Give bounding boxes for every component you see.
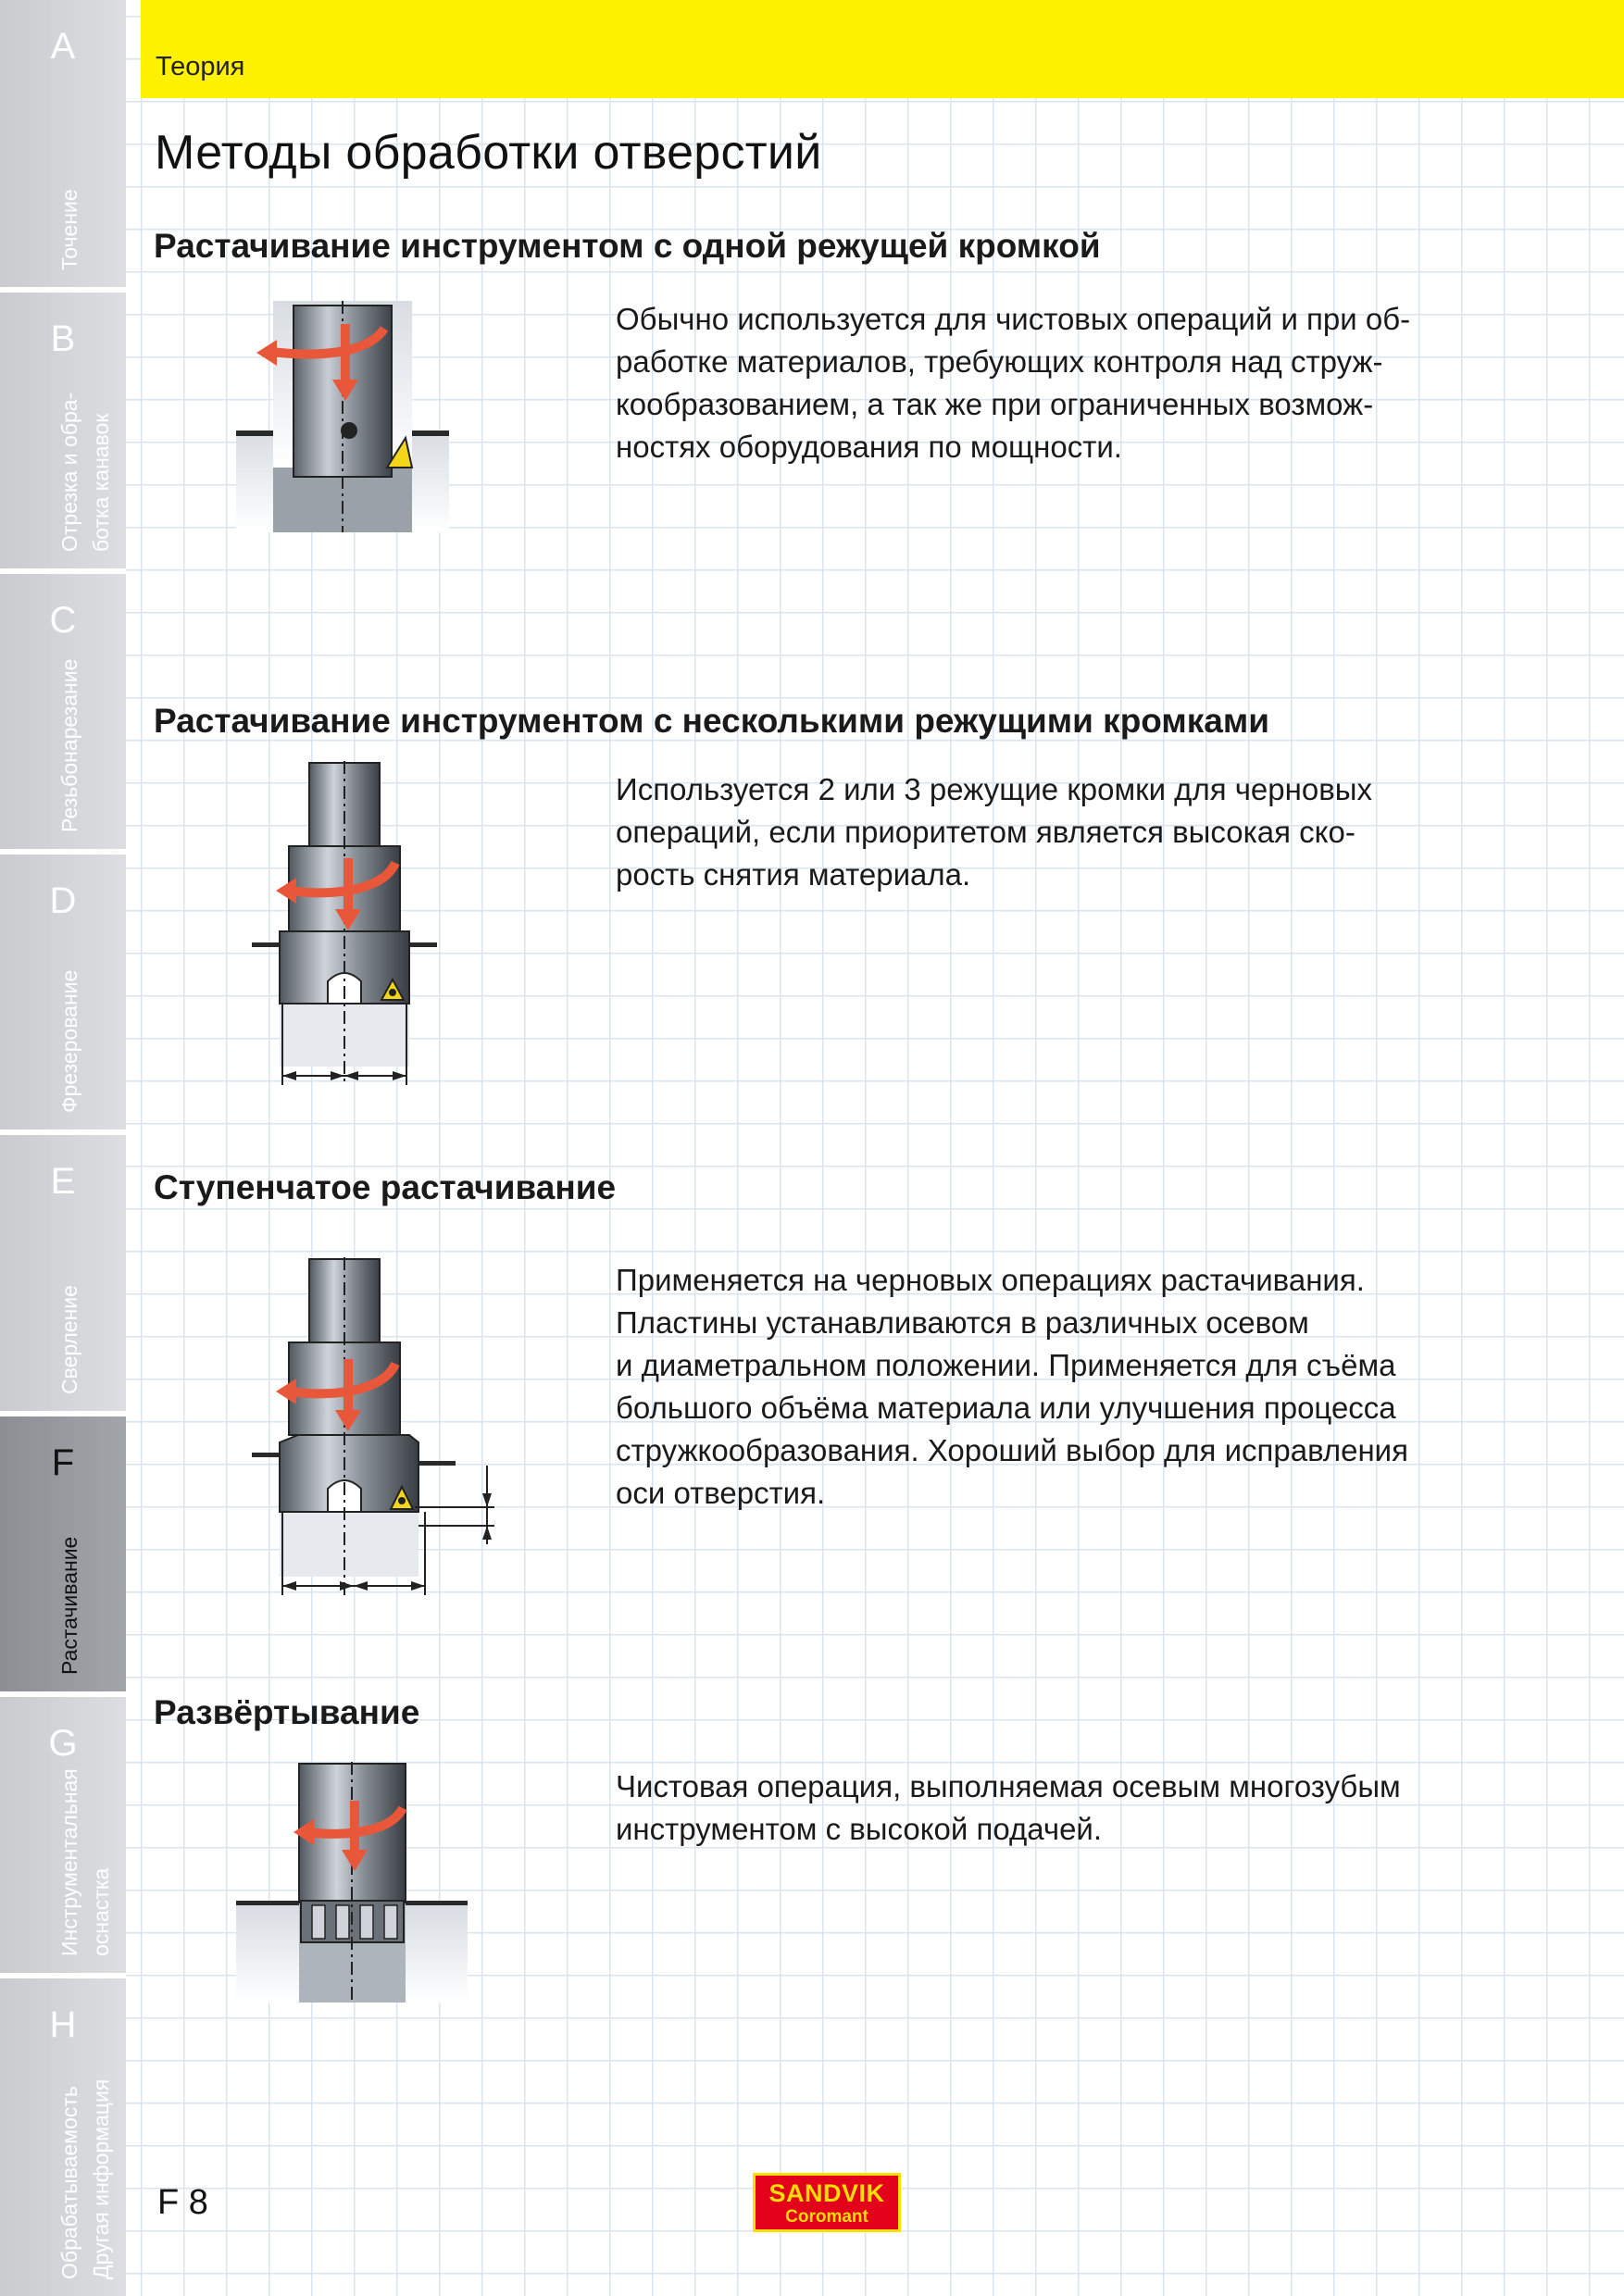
tab-label: Резьбонарезание: [57, 658, 81, 832]
section-title-multi-edge: Растачивание инструментом с несколькими режущими кромками: [154, 702, 1269, 740]
section-text-single-edge: Обычно используется для чистовых операций и при об- работке материалов, требующих контроля над струж- кообразованием, а так же при ограниченных возмож- ностях оборудования по мощности.: [616, 302, 1411, 464]
section-text-step-boring: Применяется на черновых операциях растачивания. Пластины устанавливаются в различных осевом и диаметральном положении. Применяется для съёма большого объёма материала или улучшения процесса стружкообразования. Хороший выбор для исправления оси отверстия.: [616, 1263, 1408, 1510]
header-section-label: Теория: [156, 52, 245, 81]
tab-label: Точение: [57, 189, 81, 270]
section-title-reaming: Развёртывание: [154, 1693, 420, 1731]
tab-label: Сверление: [57, 1285, 81, 1394]
single-edge-boring-illustration: [236, 301, 449, 532]
tab-label: Обрабатываемость Другая информация: [57, 2078, 113, 2279]
page-title: Методы обработки отверстий: [155, 126, 822, 180]
header-bar: [141, 0, 1624, 98]
tab-letter: C: [49, 600, 77, 641]
tab-e[interactable]: [0, 1135, 126, 1416]
tab-letter: B: [50, 318, 76, 359]
tab-f[interactable]: [0, 1416, 126, 1697]
reaming-illustration: [236, 1762, 468, 2003]
tab-label: Фрезерование: [57, 969, 81, 1113]
page-number: F 8: [157, 2183, 208, 2222]
section-sidebar: [0, 0, 126, 2296]
step-boring-illustration: [252, 1257, 502, 1595]
tab-label: Инструментальная оснастка: [57, 1768, 113, 1956]
tab-letter: D: [49, 880, 77, 921]
tab-letter: E: [50, 1161, 76, 1202]
tab-letter: G: [48, 1723, 78, 1764]
tab-letter: H: [49, 2004, 77, 2045]
tab-g[interactable]: [0, 1697, 126, 1978]
tab-b[interactable]: [0, 293, 126, 574]
section-title-step-boring: Ступенчатое растачивание: [154, 1168, 617, 1206]
tab-d[interactable]: [0, 855, 126, 1135]
tab-a[interactable]: [0, 0, 126, 293]
tab-label: Отрезка и обра- ботка канавок: [57, 392, 113, 552]
tab-letter: A: [50, 26, 76, 67]
tab-letter: F: [51, 1442, 75, 1483]
multi-edge-boring-illustration: [252, 761, 437, 1085]
tab-label: Растачивание: [57, 1536, 81, 1675]
tab-c[interactable]: [0, 574, 126, 855]
tab-h[interactable]: [0, 1978, 126, 2296]
logo-wordmark: SANDVIK: [768, 2179, 885, 2207]
sandvik-coromant-logo: [753, 2173, 901, 2232]
section-title-single-edge: Растачивание инструментом с одной режущей кромкой: [154, 227, 1101, 265]
section-text-multi-edge: Используется 2 или 3 режущие кромки для черновых операций, если приоритетом является высокая ско- рость снятия материала.: [616, 772, 1372, 892]
section-text-reaming: Чистовая операция, выполняемая осевым многозубым инструментом с высокой подачей.: [616, 1769, 1401, 1846]
logo-subtitle: Coromant: [785, 2207, 868, 2227]
